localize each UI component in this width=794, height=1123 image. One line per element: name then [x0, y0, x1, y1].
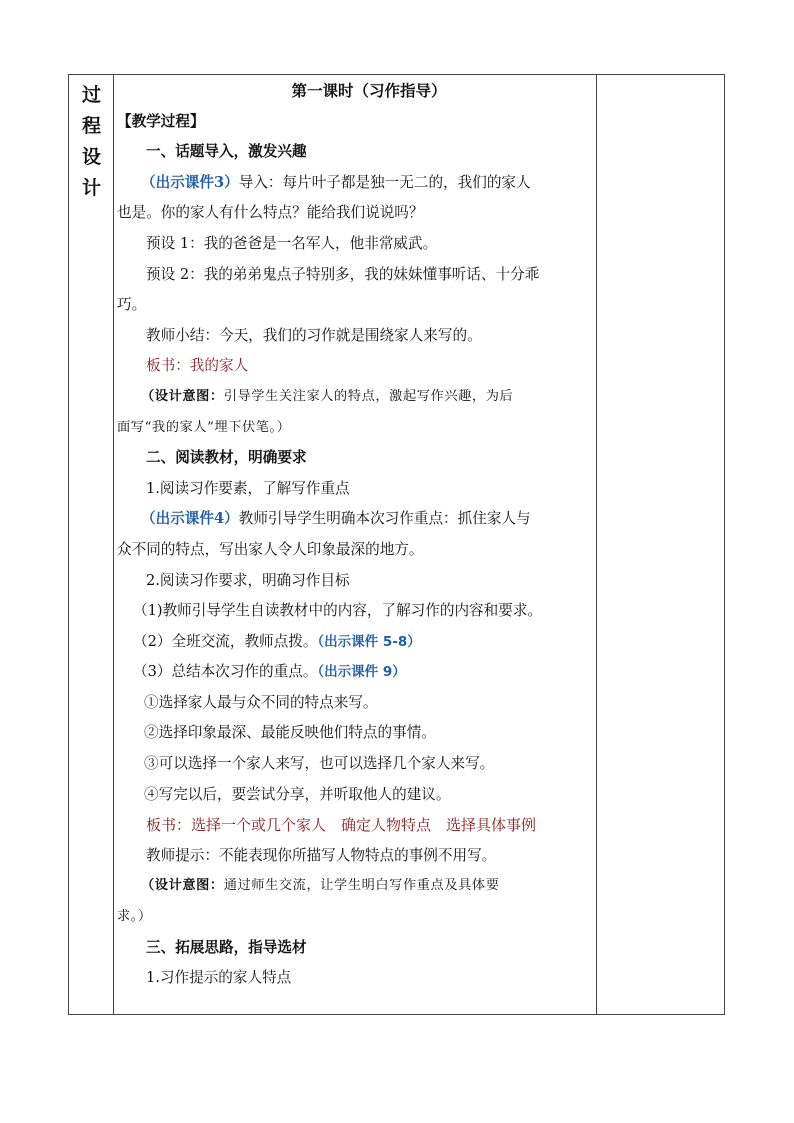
paragraph-text: 教师引导学生明确本次习作重点：抓住家人与: [238, 510, 531, 528]
courseware-ref: （出示课件3）: [141, 173, 239, 191]
label-char: 程: [81, 115, 101, 137]
paragraph-text: 也是。你的家人有什么特点？能给我们说说吗？: [117, 204, 424, 222]
point-item: ③可以选择一个家人来写，也可以选择几个家人来写。: [144, 755, 495, 773]
paragraph-text: 导入：每片叶子都是独一无二的，我们的家人: [238, 173, 531, 191]
preset-text: 预设 1：我的爸爸是一名军人，他非常威武。: [146, 234, 438, 252]
section-label-process-design: [69, 80, 114, 204]
design-label: （设计意图：: [141, 388, 224, 404]
section-heading: 二、阅读教材，明确要求: [146, 449, 307, 467]
board-writing: 板书：我的家人: [146, 357, 249, 375]
paragraph-text: 众不同的特点，写出家人令人印象最深的地方。: [117, 540, 424, 558]
board-writing: 板书：选择一个或几个家人 确定人物特点 选择具体事例: [146, 816, 537, 835]
section-heading: 一、话题导入，激发兴趣: [146, 143, 307, 161]
sub-item: （2）全班交流，教师点拨。: [133, 632, 318, 650]
item-heading: 2.阅读习作要求，明确习作目标: [146, 571, 350, 589]
item-heading: 1.阅读习作要素，了解写作重点: [146, 479, 350, 497]
design-label: （设计意图：: [141, 878, 224, 894]
sub-item: （3）总结本次习作的重点。: [133, 663, 318, 681]
notes-column: [596, 75, 724, 1014]
preset-text: 巧。: [117, 296, 147, 314]
courseware-ref: （出示课件 5-8）: [317, 633, 421, 650]
design-text: 求。）: [117, 909, 152, 925]
courseware-ref: （出示课件4）: [141, 510, 239, 528]
label-char: 设: [81, 146, 101, 168]
design-text: 引导学生关注家人的特点，激起写作兴趣，为后: [223, 388, 514, 404]
lesson-content: [117, 76, 591, 994]
design-text: 面写“我的家人”埋下伏笔。）: [117, 419, 291, 435]
label-char: 过: [81, 84, 101, 106]
label-char: 计: [81, 177, 101, 199]
point-item: ②选择印象最深、最能反映他们特点的事情。: [144, 724, 436, 742]
courseware-ref: （出示课件 9）: [317, 664, 406, 681]
preset-text: 预设 2：我的弟弟鬼点子特别多，我的妹妹懂事听话、十分乖: [146, 265, 540, 283]
teacher-summary: 教师小结：今天，我们的习作就是围绕家人来写的。: [146, 326, 482, 344]
sub-item: （1)教师引导学生自读教材中的内容，了解习作的内容和要求。: [133, 602, 543, 620]
item-heading: 1.习作提示的家人特点: [146, 969, 292, 987]
section-heading: 三、拓展思路，指导选材: [146, 938, 307, 956]
teacher-tip: 教师提示：不能表现你所描写人物特点的事例不用写。: [146, 846, 497, 864]
lesson-title: 第一课时（习作指导）: [291, 81, 447, 100]
process-heading: 【教学过程】: [117, 112, 205, 130]
point-item: ①选择家人最与众不同的特点来写。: [144, 693, 378, 711]
point-item: ④写完以后，要尝试分享，并听取他人的建议。: [144, 785, 451, 803]
design-text: 通过师生交流，让学生明白写作重点及具体要: [223, 878, 500, 894]
label-column: [69, 75, 114, 1014]
